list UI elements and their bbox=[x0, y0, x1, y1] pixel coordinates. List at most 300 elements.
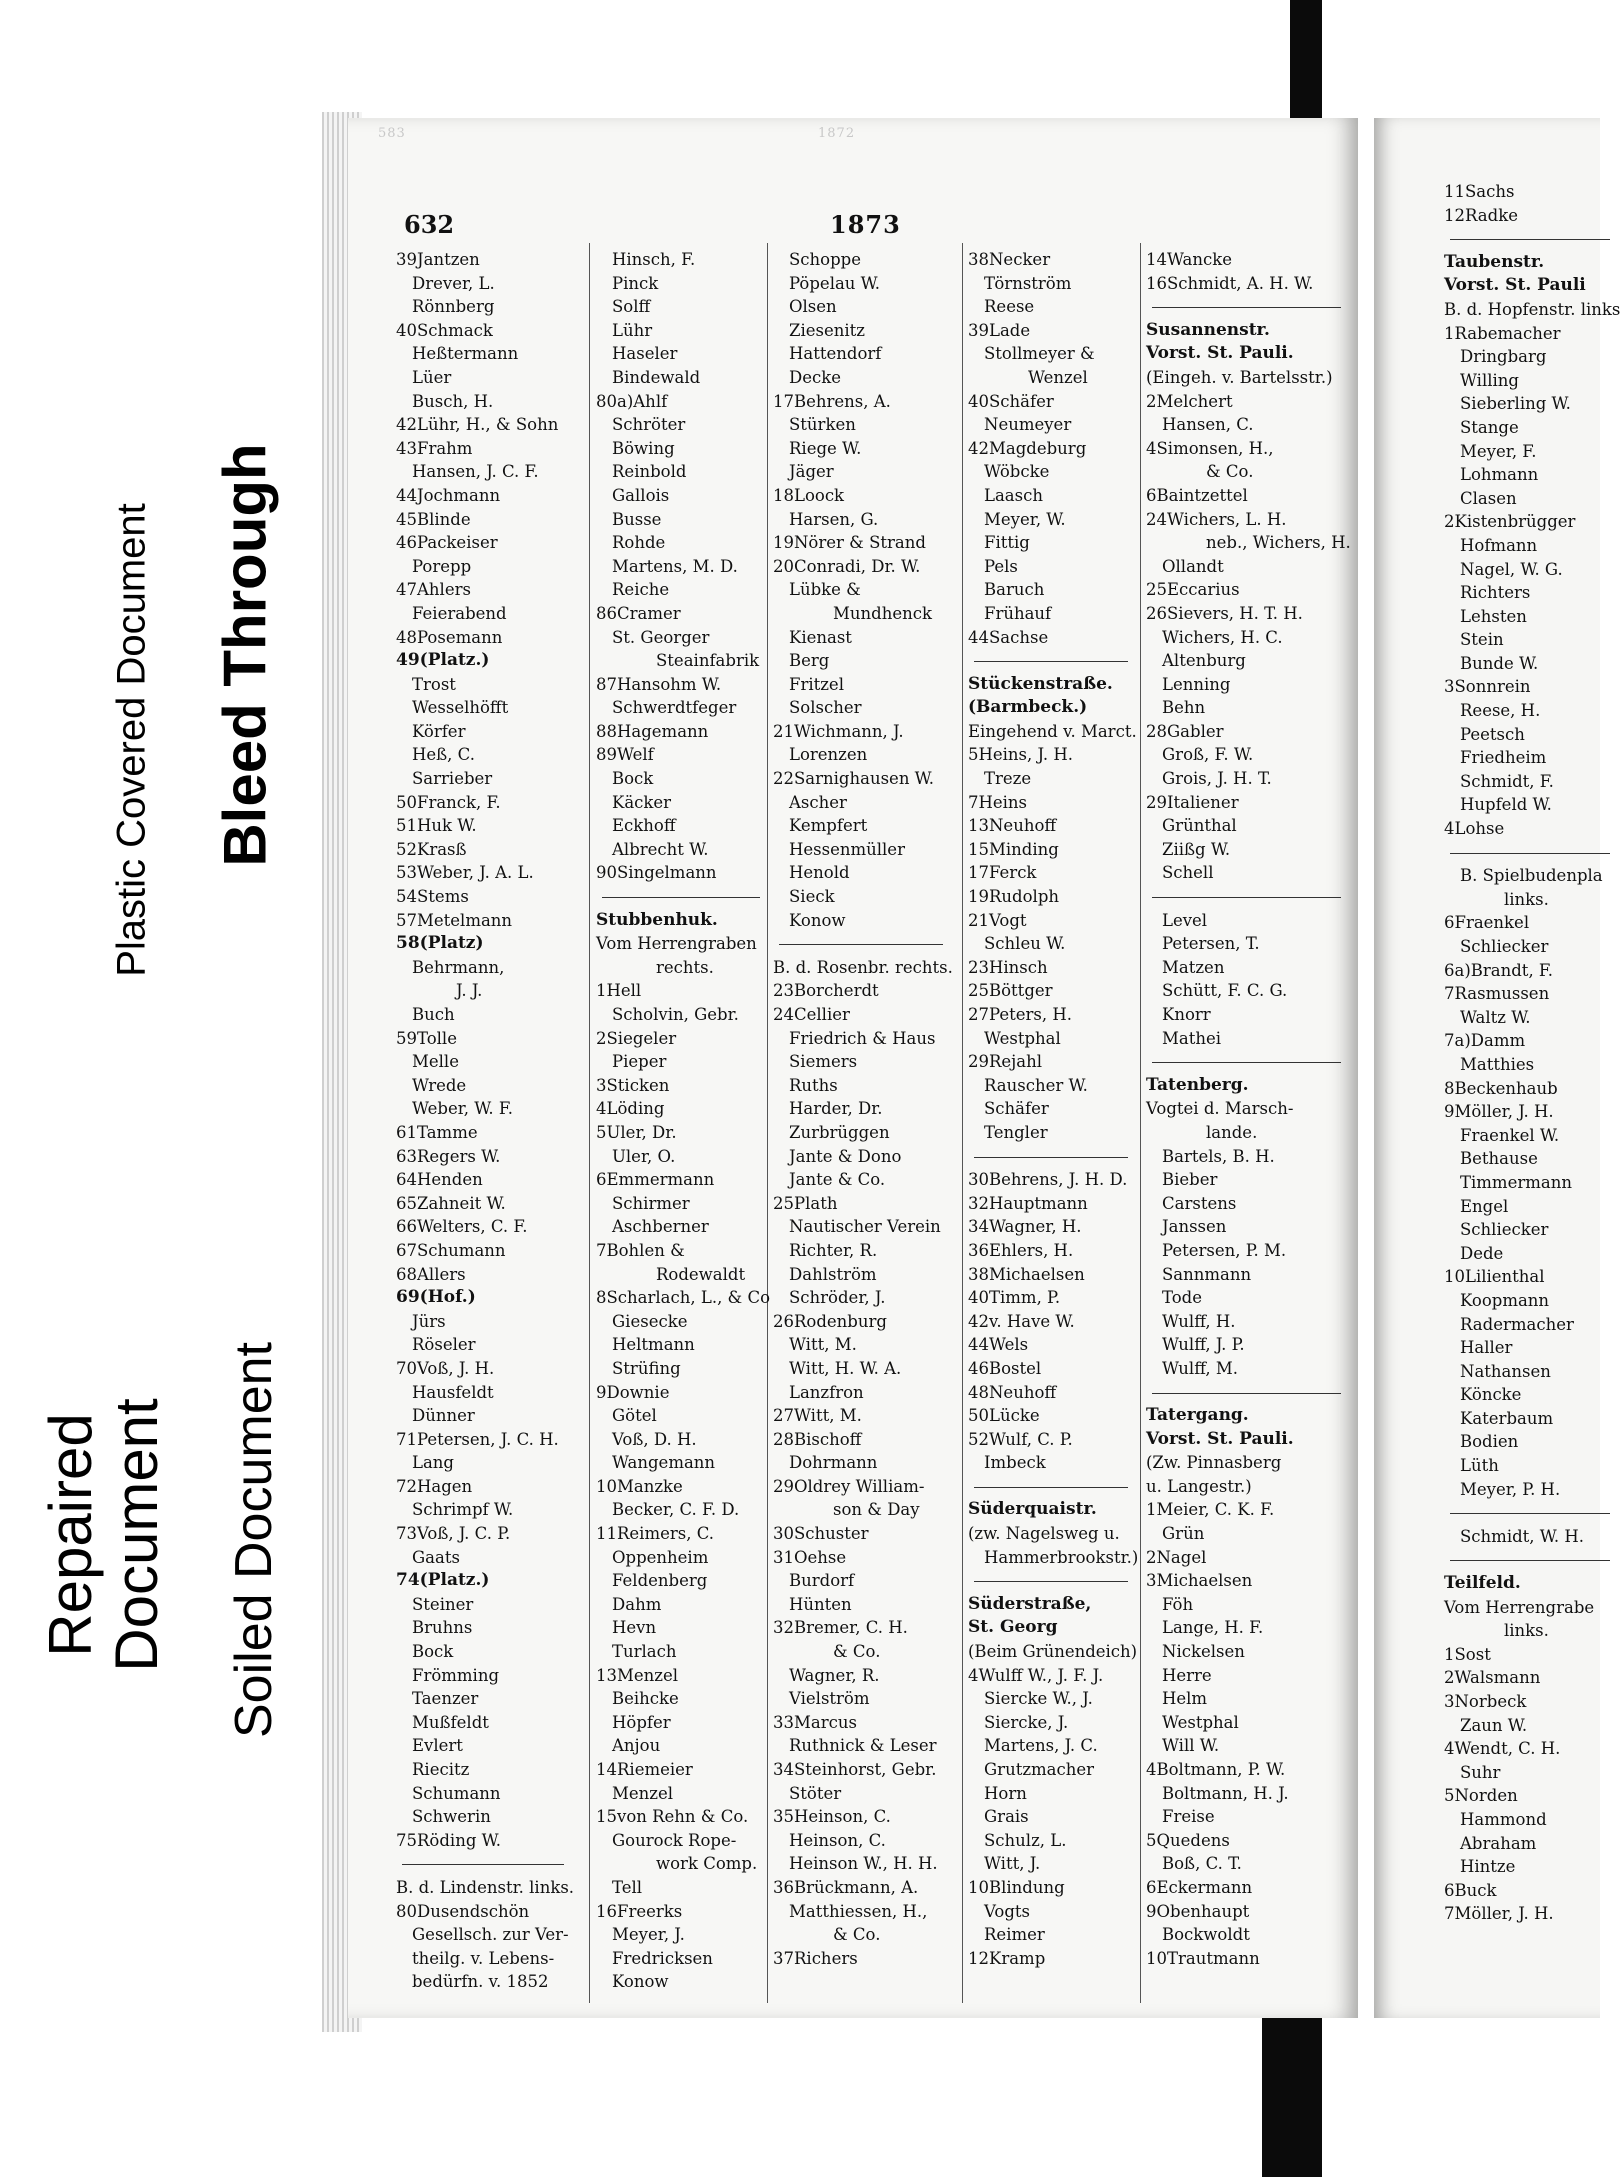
entry-line: Vom Herrengraben bbox=[596, 934, 757, 954]
entry-line: 4Lohse bbox=[1444, 819, 1505, 839]
entry-line: 10Trautmann bbox=[1146, 1948, 1260, 1968]
entry-line: 50Lücke bbox=[968, 1406, 1040, 1426]
entry-line: Nickelsen bbox=[1162, 1642, 1245, 1662]
entry-line: Lohmann bbox=[1460, 465, 1539, 485]
entry-line: St. Georg bbox=[968, 1617, 1058, 1638]
entry-line: 80a)Ahlf bbox=[596, 391, 668, 411]
section-rule bbox=[1444, 841, 1620, 865]
entry-line: 26Rodenburg bbox=[773, 1311, 887, 1331]
entry-line: Carstens bbox=[1162, 1193, 1237, 1213]
label-bleed-through bbox=[200, 375, 290, 935]
entry-line: 28Gabler bbox=[1146, 721, 1224, 741]
entry-line: Wagner, R. bbox=[789, 1665, 880, 1685]
entry-line: Heinson W., H. H. bbox=[789, 1854, 938, 1874]
entry-line: 2Siegeler bbox=[596, 1028, 677, 1048]
entry-line: Decke bbox=[789, 367, 841, 387]
entry-line: Westphal bbox=[1162, 1712, 1239, 1732]
entry-line: 73Voß, J. C. P. bbox=[396, 1524, 511, 1544]
entry-line: 29Rejahl bbox=[968, 1052, 1043, 1072]
entry-line: Schrimpf W. bbox=[412, 1500, 514, 1520]
entry-line: 5Quedens bbox=[1146, 1830, 1230, 1850]
entry-line: 46Bostel bbox=[968, 1358, 1042, 1378]
section-rule bbox=[1146, 295, 1351, 319]
entry-line: 86Cramer bbox=[596, 603, 681, 623]
entry-line: Taenzer bbox=[412, 1689, 479, 1709]
entry-line: Tatenberg. bbox=[1146, 1074, 1249, 1095]
entry-line: Bock bbox=[412, 1642, 454, 1662]
entry-line: 36Brückmann, A. bbox=[773, 1877, 919, 1897]
facing-page bbox=[1374, 118, 1620, 2018]
entry-line: 40Timm, P. bbox=[968, 1288, 1061, 1308]
entry-line: Meyer, W. bbox=[984, 509, 1066, 529]
column-divider bbox=[1140, 243, 1141, 2003]
entry-line: 27Peters, H. bbox=[968, 1005, 1072, 1024]
entry-line: Bieber bbox=[1162, 1170, 1218, 1190]
entry-line: Busse bbox=[612, 509, 662, 529]
entry-line: Matzen bbox=[1162, 957, 1225, 977]
entry-line: Witt, J. bbox=[984, 1854, 1041, 1874]
entry-line: Peetsch bbox=[1460, 724, 1525, 744]
entry-line: son & Day bbox=[833, 1500, 920, 1520]
label-plastic-covered bbox=[88, 440, 176, 1040]
entry-line: 10Blindung bbox=[968, 1877, 1065, 1897]
entry-line: 7Rasmussen bbox=[1444, 984, 1550, 1004]
entry-line: Schwerin bbox=[412, 1807, 491, 1827]
page-number: 632 bbox=[404, 210, 455, 239]
entry-line: Pinck bbox=[612, 273, 659, 293]
entry-line: Böwing bbox=[612, 438, 675, 458]
entry-line: 87Hansohm W. bbox=[596, 674, 722, 694]
entry-line: 16Freerks bbox=[596, 1901, 683, 1921]
entry-line: (zw. Nagelsweg u. bbox=[968, 1524, 1120, 1544]
entry-line: Vorst. St. Pauli bbox=[1444, 275, 1586, 296]
entry-line: Friedheim bbox=[1460, 748, 1547, 768]
entry-line: Stange bbox=[1460, 417, 1519, 437]
entry-line: 67Schumann bbox=[396, 1240, 506, 1260]
entry-line: Nathansen bbox=[1460, 1361, 1551, 1381]
entry-line: 47Ahlers bbox=[396, 580, 471, 600]
entry-line: Porepp bbox=[412, 556, 472, 576]
entry-line: Herre bbox=[1162, 1665, 1212, 1685]
entry-line: 35Heinson, C. bbox=[773, 1807, 891, 1827]
entry-line: Steainfabrik bbox=[656, 651, 760, 671]
entry-line: Behn bbox=[1162, 698, 1206, 718]
entry-line: 58(Platz) bbox=[396, 933, 484, 954]
entry-line: Jante & Dono bbox=[789, 1146, 902, 1166]
entry-line: Gallois bbox=[612, 485, 670, 505]
entry-line: bedürfn. v. 1852 bbox=[412, 1972, 549, 1992]
entry-line: Vorst. St. Pauli. bbox=[1146, 1428, 1294, 1449]
entry-line: Wulff, J. P. bbox=[1162, 1335, 1245, 1355]
entry-line: 44Wels bbox=[968, 1335, 1029, 1355]
entry-line: Imbeck bbox=[984, 1453, 1046, 1473]
entry-line: 7Heins bbox=[968, 792, 1028, 812]
column-4 bbox=[968, 248, 1138, 1970]
entry-line: Helm bbox=[1162, 1689, 1208, 1709]
entry-line: Tatergang. bbox=[1146, 1405, 1249, 1426]
entry-line: Föh bbox=[1162, 1594, 1194, 1614]
entry-line: Gourock Rope- bbox=[612, 1830, 737, 1850]
entry-line: Meyer, J. bbox=[612, 1925, 685, 1945]
entry-line: Siercke W., J. bbox=[984, 1689, 1093, 1709]
entry-line: Witt, H. W. A. bbox=[789, 1358, 902, 1378]
column-3 bbox=[773, 248, 953, 1970]
column-5 bbox=[1146, 248, 1351, 1970]
entry-line: Körfer bbox=[412, 721, 466, 741]
entry-line: Nagel, W. G. bbox=[1460, 559, 1563, 579]
entry-line: Lübke & bbox=[789, 580, 861, 600]
entry-line: Abraham bbox=[1460, 1833, 1537, 1853]
entry-line: Olsen bbox=[789, 297, 837, 317]
entry-line: Hammerbrookstr.) bbox=[984, 1547, 1139, 1567]
entry-line: 12Kramp bbox=[968, 1948, 1046, 1968]
entry-line: Weber, W. F. bbox=[412, 1099, 513, 1119]
entry-line: Wenzel bbox=[1028, 367, 1088, 387]
entry-line: 42Lühr, H., & Sohn bbox=[396, 415, 559, 435]
entry-line: Lang bbox=[412, 1453, 454, 1473]
entry-line: 52Wulf, C. P. bbox=[968, 1429, 1073, 1449]
entry-line: Lüer bbox=[412, 367, 452, 387]
entry-line: Schulz, L. bbox=[984, 1830, 1067, 1850]
entry-line: 71Petersen, J. C. H. bbox=[396, 1429, 559, 1449]
entry-line: 70Voß, J. H. bbox=[396, 1358, 495, 1378]
entry-line: Westphal bbox=[984, 1028, 1061, 1048]
entry-line: Matthiessen, H., bbox=[789, 1901, 928, 1921]
entry-line: 34Wagner, H. bbox=[968, 1217, 1082, 1237]
entry-line: & Co. bbox=[833, 1925, 881, 1945]
entry-line: 30Schuster bbox=[773, 1524, 869, 1544]
entry-line: Lüth bbox=[1460, 1456, 1499, 1476]
entry-line: 6Eckermann bbox=[1146, 1877, 1253, 1897]
entry-line: Schwerdtfeger bbox=[612, 698, 737, 718]
entry-line: Schütt, F. C. G. bbox=[1162, 981, 1288, 1001]
entry-line: Süderstraße, bbox=[968, 1593, 1092, 1614]
entry-line: Heßtermann bbox=[412, 344, 519, 364]
entry-line: 37Richers bbox=[773, 1948, 858, 1968]
entry-line: Hansen, C. bbox=[1162, 415, 1254, 435]
entry-line: B. Spielbudenpla bbox=[1460, 866, 1603, 886]
entry-line: Frühauf bbox=[984, 603, 1052, 623]
entry-line: 48Posemann bbox=[396, 627, 503, 647]
entry-line: Heltmann bbox=[612, 1335, 695, 1355]
entry-line: Buch bbox=[412, 1005, 455, 1024]
entry-line: Grois, J. H. T. bbox=[1162, 769, 1272, 789]
entry-line: Oppenheim bbox=[612, 1547, 709, 1567]
entry-line: 25Böttger bbox=[968, 981, 1053, 1001]
entry-line: Schleu W. bbox=[984, 934, 1066, 954]
entry-line: Solff bbox=[612, 297, 651, 317]
entry-line: Trost bbox=[412, 674, 456, 694]
entry-line: Hofmann bbox=[1460, 535, 1538, 555]
entry-line: rechts. bbox=[656, 957, 714, 977]
entry-line: Henold bbox=[789, 863, 850, 883]
entry-line: Rauscher W. bbox=[984, 1075, 1088, 1095]
entry-line: Gesellsch. zur Ver- bbox=[412, 1925, 569, 1945]
entry-line: Horn bbox=[984, 1783, 1027, 1803]
entry-line: Koopmann bbox=[1460, 1290, 1550, 1310]
entry-line: Feierabend bbox=[412, 603, 507, 623]
entry-line: Sannmann bbox=[1162, 1264, 1252, 1284]
entry-line: Katerbaum bbox=[1460, 1408, 1554, 1428]
entry-line: Treze bbox=[984, 769, 1032, 789]
entry-line: 9Möller, J. H. bbox=[1444, 1102, 1554, 1122]
entry-line: Wichers, H. C. bbox=[1162, 627, 1283, 647]
entry-line: J. J. bbox=[456, 981, 483, 1001]
entry-line: Stollmeyer & bbox=[984, 344, 1095, 364]
entry-line: Bruhns bbox=[412, 1618, 473, 1638]
entry-line: Sieberling W. bbox=[1460, 394, 1571, 414]
entry-line: 90Singelmann bbox=[596, 863, 717, 883]
entry-line: Riege W. bbox=[789, 438, 862, 458]
entry-line: Dohrmann bbox=[789, 1453, 878, 1473]
entry-line: Neumeyer bbox=[984, 415, 1072, 435]
entry-line: 44Sachse bbox=[968, 627, 1049, 647]
entry-line: Laasch bbox=[984, 485, 1043, 505]
section-rule bbox=[1146, 1381, 1351, 1405]
entry-line: Tode bbox=[1162, 1288, 1202, 1308]
entry-line: Wulff, H. bbox=[1162, 1311, 1236, 1331]
entry-line: Busch, H. bbox=[412, 391, 494, 411]
entry-line: Beihcke bbox=[612, 1689, 679, 1709]
entry-line: 20Conradi, Dr. W. bbox=[773, 556, 921, 576]
entry-line: 74(Platz.) bbox=[396, 1570, 490, 1591]
entry-line: Timmermann bbox=[1460, 1172, 1572, 1192]
entry-line: Schröter bbox=[612, 415, 686, 435]
entry-line: Heß, C. bbox=[412, 745, 475, 765]
entry-line: B. d. Lindenstr. links. bbox=[396, 1877, 575, 1897]
entry-line: 24Wichers, L. H. bbox=[1146, 509, 1287, 529]
entry-line: Mathei bbox=[1162, 1028, 1222, 1048]
entry-line: Matthies bbox=[1460, 1054, 1535, 1074]
entry-line: 63Regers W. bbox=[396, 1146, 501, 1166]
entry-line: Boß, C. T. bbox=[1162, 1854, 1242, 1874]
entry-line: Richter, R. bbox=[789, 1240, 878, 1260]
entry-line: 25Eccarius bbox=[1146, 580, 1240, 600]
entry-line: Friedrich & Haus bbox=[789, 1028, 936, 1048]
entry-line: Lehsten bbox=[1460, 606, 1527, 626]
entry-line: St. Georger bbox=[612, 627, 710, 647]
entry-line: Gaats bbox=[412, 1547, 460, 1567]
entry-line: 10Lilienthal bbox=[1444, 1267, 1545, 1287]
entry-line: Kempfert bbox=[789, 816, 868, 836]
entry-line: 10Manzke bbox=[596, 1476, 683, 1496]
entry-line: Lanzfron bbox=[789, 1382, 864, 1402]
entry-line: 64Henden bbox=[396, 1170, 483, 1190]
entry-line: 23Hinsch bbox=[968, 957, 1048, 977]
entry-line: 80Dusendschön bbox=[396, 1901, 530, 1921]
entry-line: Schoppe bbox=[789, 250, 861, 269]
entry-line: Stückenstraße. bbox=[968, 673, 1113, 694]
entry-line: Solscher bbox=[789, 698, 862, 718]
bleed-through-page-number: 583 bbox=[378, 126, 406, 141]
entry-line: Haseler bbox=[612, 344, 678, 364]
entry-line: Anjou bbox=[612, 1736, 661, 1756]
entry-line: & Co. bbox=[833, 1642, 881, 1662]
entry-line: Knorr bbox=[1162, 1005, 1211, 1024]
entry-line: (Eingeh. v. Bartelsstr.) bbox=[1146, 367, 1333, 387]
entry-line: 6Baintzettel bbox=[1146, 485, 1248, 505]
entry-line: 51Huk W. bbox=[396, 816, 477, 836]
entry-line: Susannenstr. bbox=[1146, 319, 1270, 340]
entry-line: Kienast bbox=[789, 627, 852, 647]
entry-line: 14Wancke bbox=[1146, 250, 1232, 269]
entry-line: 75Röding W. bbox=[396, 1830, 501, 1850]
entry-line: 15Minding bbox=[968, 839, 1059, 859]
entry-line: 21Vogt bbox=[968, 910, 1027, 930]
entry-line: Willing bbox=[1460, 370, 1519, 390]
entry-line: 9Downie bbox=[596, 1382, 670, 1402]
entry-line: 43Frahm bbox=[396, 438, 473, 458]
entry-line: 26Sievers, H. T. H. bbox=[1146, 603, 1303, 623]
entry-line: Janssen bbox=[1162, 1217, 1227, 1237]
entry-line: Siercke, J. bbox=[984, 1712, 1069, 1732]
entry-line: 66Welters, C. F. bbox=[396, 1217, 528, 1237]
entry-line: Meyer, P. H. bbox=[1460, 1479, 1561, 1499]
entry-line: Schäfer bbox=[984, 1099, 1049, 1119]
entry-line: 34Steinhorst, Gebr. bbox=[773, 1760, 937, 1779]
entry-line: 3Sonnrein bbox=[1444, 677, 1531, 697]
entry-line: Zurbrüggen bbox=[789, 1122, 890, 1142]
entry-line: 72Hagen bbox=[396, 1476, 473, 1496]
entry-line: Mußfeldt bbox=[412, 1712, 489, 1732]
entry-line: Stubbenhuk. bbox=[596, 909, 718, 930]
entry-line: Eckhoff bbox=[612, 816, 676, 836]
entry-line: Fredricksen bbox=[612, 1948, 713, 1968]
entry-line: 4Boltmann, P. W. bbox=[1146, 1760, 1286, 1779]
section-rule bbox=[596, 885, 770, 909]
entry-line: Dahm bbox=[612, 1594, 662, 1614]
entry-line: 14Riemeier bbox=[596, 1760, 693, 1779]
entry-line: Dünner bbox=[412, 1406, 475, 1426]
entry-line: Siemers bbox=[789, 1052, 858, 1072]
entry-line: 13Neuhoff bbox=[968, 816, 1057, 836]
section-rule bbox=[1146, 1050, 1351, 1074]
entry-line: Steiner bbox=[412, 1594, 474, 1614]
entry-line: links. bbox=[1504, 889, 1549, 909]
entry-line: 15von Rehn & Co. bbox=[596, 1807, 749, 1827]
entry-line: 6a)Brandt, F. bbox=[1444, 960, 1554, 980]
entry-line: 61Tamme bbox=[396, 1122, 478, 1142]
entry-line: 1Meier, C. K. F. bbox=[1146, 1500, 1275, 1520]
entry-line: Rodewaldt bbox=[656, 1264, 746, 1284]
entry-line: 4Wulff W., J. F. J. bbox=[968, 1665, 1104, 1685]
entry-line: (Zw. Pinnasberg bbox=[1146, 1453, 1282, 1473]
entry-line: Schell bbox=[1162, 863, 1214, 883]
entry-line: 69(Hof.) bbox=[396, 1287, 476, 1308]
entry-line: Baruch bbox=[984, 580, 1045, 600]
entry-line: Hevn bbox=[612, 1618, 657, 1638]
entry-line: Fraenkel W. bbox=[1460, 1125, 1560, 1145]
entry-line: 7a)Damm bbox=[1444, 1031, 1526, 1051]
entry-line: 2Nagel bbox=[1146, 1547, 1207, 1567]
section-rule bbox=[1444, 1548, 1620, 1572]
entry-line: B. d. Hopfenstr. links bbox=[1444, 299, 1620, 319]
page-year: 1873 bbox=[830, 210, 901, 239]
section-rule bbox=[773, 932, 953, 956]
entry-line: Vogtei d. Marsch- bbox=[1146, 1099, 1294, 1119]
entry-line: Hattendorf bbox=[789, 344, 882, 364]
entry-line: Evlert bbox=[412, 1736, 463, 1756]
entry-line: Ziißg W. bbox=[1162, 839, 1231, 859]
entry-line: Pöpelau W. bbox=[789, 273, 880, 293]
entry-line: Konow bbox=[612, 1972, 669, 1992]
entry-line: 38Michaelsen bbox=[968, 1264, 1085, 1284]
entry-line: 42v. Have W. bbox=[968, 1311, 1075, 1331]
bleed-through-year: 1872 bbox=[818, 126, 856, 141]
entry-line: Höpfer bbox=[612, 1712, 671, 1732]
entry-line: Waltz W. bbox=[1460, 1007, 1531, 1027]
entry-line: 39Jantzen bbox=[396, 250, 480, 269]
label-soiled bbox=[212, 1280, 296, 1800]
entry-line: 6Buck bbox=[1444, 1880, 1497, 1900]
entry-line: work Comp. bbox=[656, 1854, 758, 1874]
entry-line: Harder, Dr. bbox=[789, 1099, 883, 1119]
entry-line: Ziesenitz bbox=[789, 320, 865, 340]
entry-line: Aschberner bbox=[612, 1217, 709, 1237]
section-rule bbox=[396, 1852, 574, 1876]
entry-line: Sarrieber bbox=[412, 769, 493, 789]
entry-line: Bethause bbox=[1460, 1149, 1538, 1169]
entry-line: 50Franck, F. bbox=[396, 792, 501, 812]
entry-line: Uler, O. bbox=[612, 1146, 676, 1166]
entry-line: 5Heins, J. H. bbox=[968, 745, 1073, 765]
entry-line: Hintze bbox=[1460, 1857, 1516, 1877]
entry-line: Freise bbox=[1162, 1807, 1215, 1827]
entry-line: 29Italiener bbox=[1146, 792, 1239, 812]
entry-line: 4Simonsen, H., bbox=[1146, 438, 1274, 458]
entry-line: Grün bbox=[1162, 1524, 1205, 1544]
entry-line: Köncke bbox=[1460, 1385, 1522, 1405]
entry-line: Törnström bbox=[984, 273, 1072, 293]
entry-line: 36Ehlers, H. bbox=[968, 1240, 1074, 1260]
entry-line: Richters bbox=[1460, 583, 1531, 603]
entry-line: 23Borcherdt bbox=[773, 981, 879, 1001]
entry-line: Schirmer bbox=[612, 1193, 690, 1213]
entry-line: Engel bbox=[1460, 1196, 1509, 1216]
entry-line: Grünthal bbox=[1162, 816, 1237, 836]
entry-line: 22Sarnighausen W. bbox=[773, 769, 935, 789]
entry-line: 31Oehse bbox=[773, 1547, 847, 1567]
entry-line: Stein bbox=[1460, 630, 1504, 650]
entry-line: 89Welf bbox=[596, 745, 654, 765]
entry-line: Strüfing bbox=[612, 1358, 681, 1378]
entry-line: Boltmann, H. J. bbox=[1162, 1783, 1289, 1803]
entry-line: Lorenzen bbox=[789, 745, 868, 765]
entry-line: Bodien bbox=[1460, 1432, 1519, 1452]
entry-line: Burdorf bbox=[789, 1571, 855, 1591]
entry-line: Fittig bbox=[984, 533, 1030, 553]
column-6 bbox=[1444, 180, 1620, 1926]
entry-line: Martens, M. D. bbox=[612, 556, 738, 576]
entry-line: Ascher bbox=[789, 792, 847, 812]
entry-line: Becker, C. F. D. bbox=[612, 1500, 740, 1520]
entry-line: Tell bbox=[612, 1877, 643, 1897]
entry-line: 11Reimers, C. bbox=[596, 1524, 714, 1544]
entry-line: Turlach bbox=[612, 1642, 677, 1662]
entry-line: Bunde W. bbox=[1460, 653, 1539, 673]
entry-line: Scholvin, Gebr. bbox=[612, 1005, 739, 1024]
entry-line: 1Hell bbox=[596, 981, 642, 1001]
entry-line: 45Blinde bbox=[396, 509, 471, 529]
entry-line: 8Scharlach, L., & Co bbox=[596, 1288, 771, 1308]
entry-line: 25Plath bbox=[773, 1193, 838, 1213]
entry-line: 8Beckenhaub bbox=[1444, 1078, 1558, 1098]
entry-line: 49(Platz.) bbox=[396, 650, 490, 671]
entry-line: Wangemann bbox=[612, 1453, 716, 1473]
entry-line: Hessenmüller bbox=[789, 839, 905, 859]
entry-line: u. Langestr.) bbox=[1146, 1476, 1252, 1496]
entry-line: Schmidt, W. H. bbox=[1460, 1526, 1584, 1546]
